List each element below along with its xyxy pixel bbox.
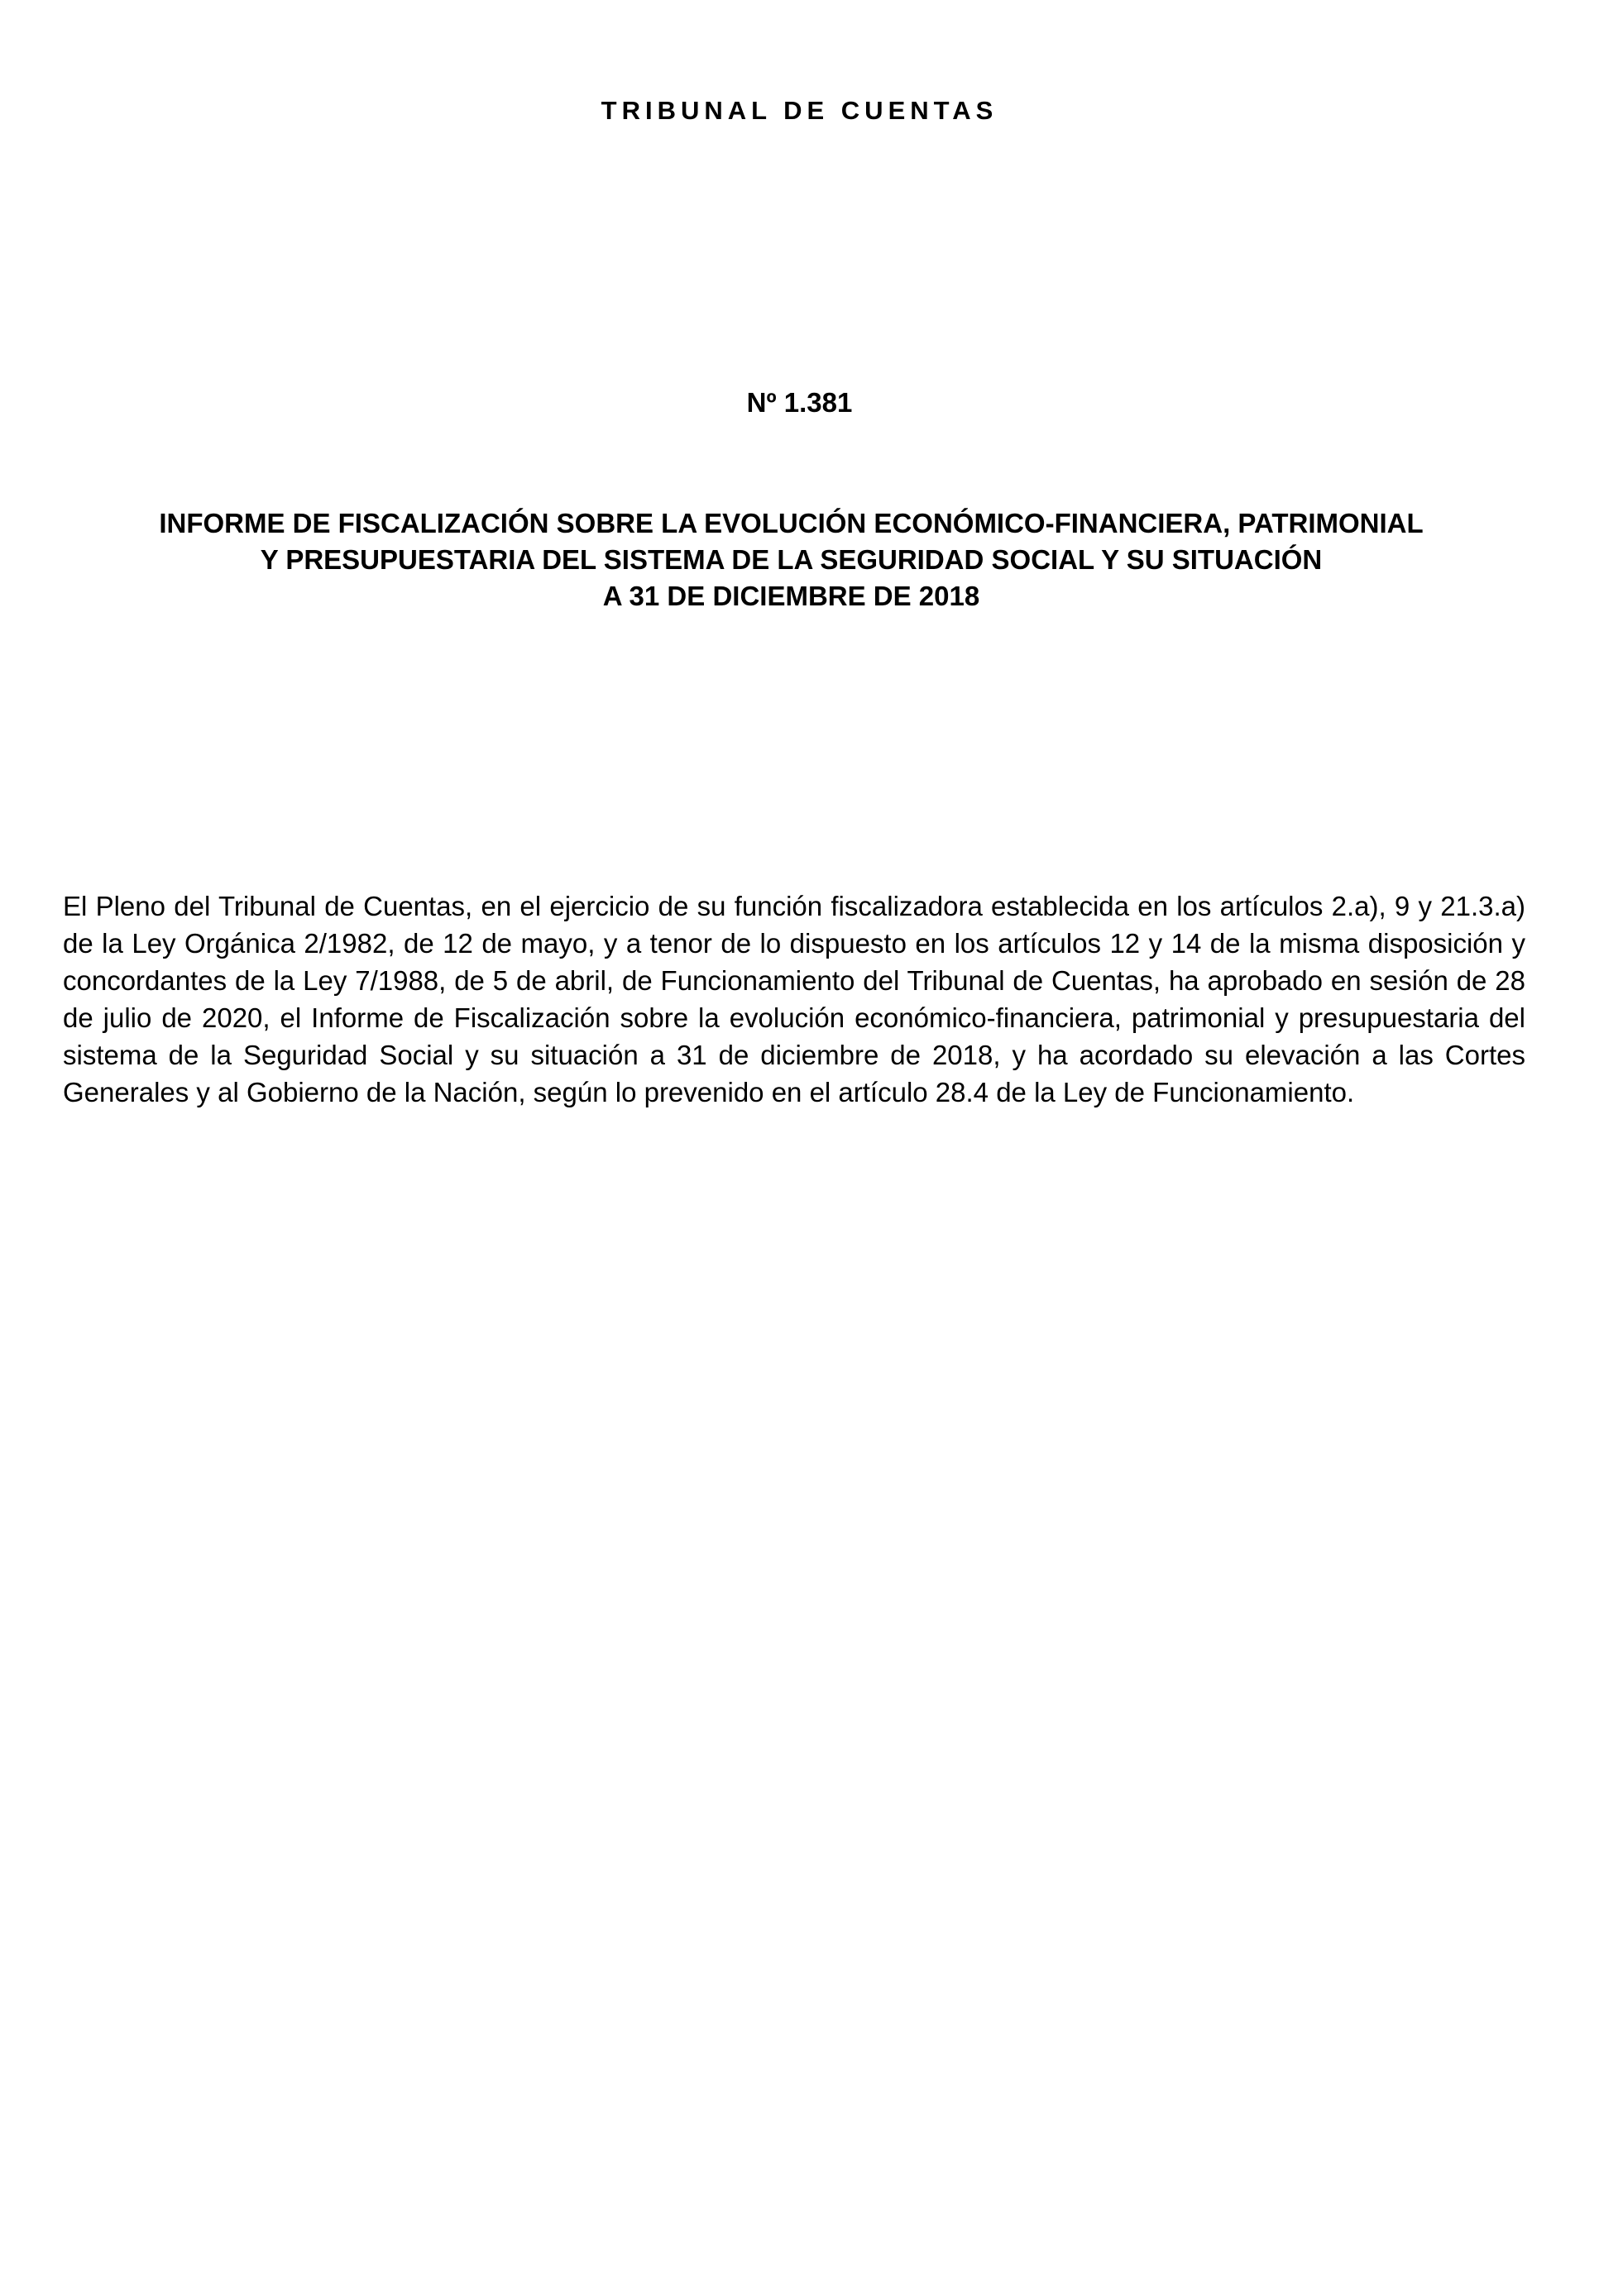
report-title-line: Y PRESUPUESTARIA DEL SISTEMA DE LA SEGURIDAD SOCIAL Y SU SITUACIÓN <box>260 544 1323 575</box>
page-header: TRIBUNAL DE CUENTAS <box>601 96 998 125</box>
report-title-line: INFORME DE FISCALIZACIÓN SOBRE LA EVOLUCIÓN ECONÓMICO-FINANCIERA, PATRIMONIAL <box>159 508 1424 538</box>
report-title-line: A 31 DE DICIEMBRE DE 2018 <box>602 581 980 611</box>
resolution-paragraph: El Pleno del Tribunal de Cuentas, en el ejercicio de su función fiscalizadora establecida en los artículos 2.a), 9 y 21.3.a) de la Ley Orgánica 2/1982, de 12 de mayo, y a tenor de lo dispuesto en los artículos 12 y 14 de la misma disposición y concordantes de la Ley 7/1988, de 5 de abril, de Funcionamiento del Tribunal de Cuentas, ha aprobado en sesión de 28 de julio de 2020, el Informe de Fiscalización sobre la evolución económico-financiera, patrimonial y presupuestaria del sistema de la Seguridad Social y su situación a 31 de diciembre de 2018, y ha acordado su elevación a las Cortes Generales y al Gobierno de la Nación, según lo prevenido en el artículo 28.4 de la Ley de Funcionamiento. <box>63 891 1525 1107</box>
report-title <box>50 505 1533 615</box>
report-number: Nº 1.381 <box>746 387 853 418</box>
